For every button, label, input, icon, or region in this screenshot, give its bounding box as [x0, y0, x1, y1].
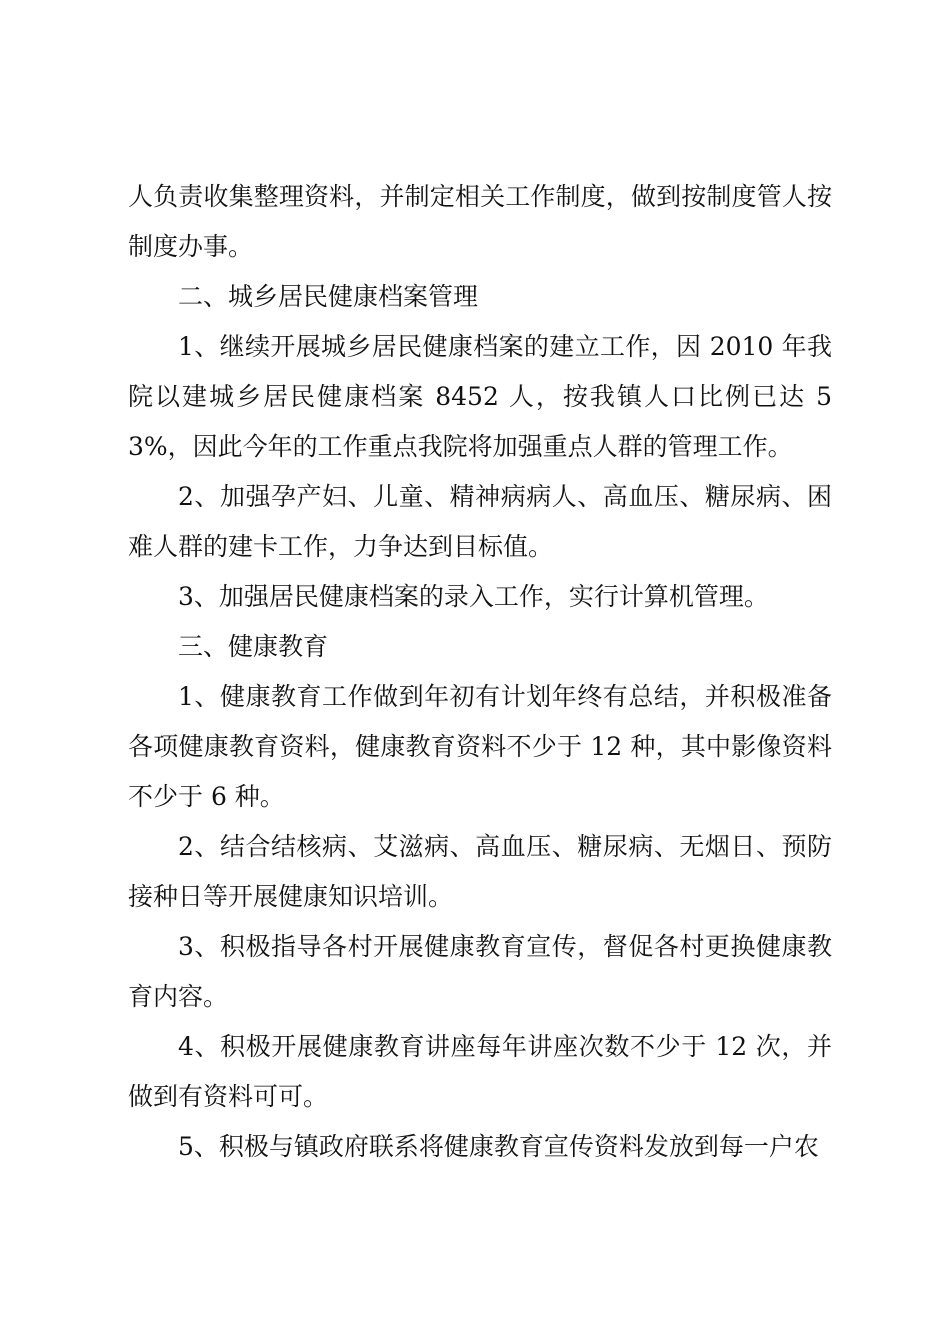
paragraph-education-item-5: 5、积极与镇政府联系将健康教育宣传资料发放到每一户农 — [178, 1132, 819, 1161]
document-body — [128, 172, 832, 1172]
paragraph-education-item-2: 2、结合结核病、艾滋病、高血压、糖尿病、无烟日、预防接种日等开展健康知识培训。 — [128, 832, 832, 911]
paragraph-continuation: 人负责收集整理资料，并制定相关工作制度，做到按制度管人按制度办事。 — [128, 182, 832, 261]
section-heading-health-records: 二、城乡居民健康档案管理 — [178, 282, 479, 311]
paragraph-education-item-4: 4、积极开展健康教育讲座每年讲座次数不少于 12 次，并做到有资料可可。 — [128, 1032, 832, 1111]
paragraph-records-item-2: 2、加强孕产妇、儿童、精神病病人、高血压、糖尿病、困难人群的建卡工作，力争达到目标值。 — [128, 482, 832, 561]
paragraph-records-item-3: 3、加强居民健康档案的录入工作，实行计算机管理。 — [178, 582, 769, 611]
paragraph-education-item-3: 3、积极指导各村开展健康教育宣传，督促各村更换健康教育内容。 — [128, 932, 832, 1011]
paragraph-records-item-1: 1、继续开展城乡居民健康档案的建立工作，因 2010 年我院以建城乡居民健康档案 8452 人，按我镇人口比例已达 53%，因此今年的工作重点我院将加强重点人群的管理工作。 — [128, 332, 832, 461]
section-heading-health-education: 三、健康教育 — [178, 632, 329, 661]
paragraph-education-item-1: 1、健康教育工作做到年初有计划年终有总结，并积极准备各项健康教育资料，健康教育资料不少于 12 种，其中影像资料不少于 6 种。 — [128, 682, 832, 811]
